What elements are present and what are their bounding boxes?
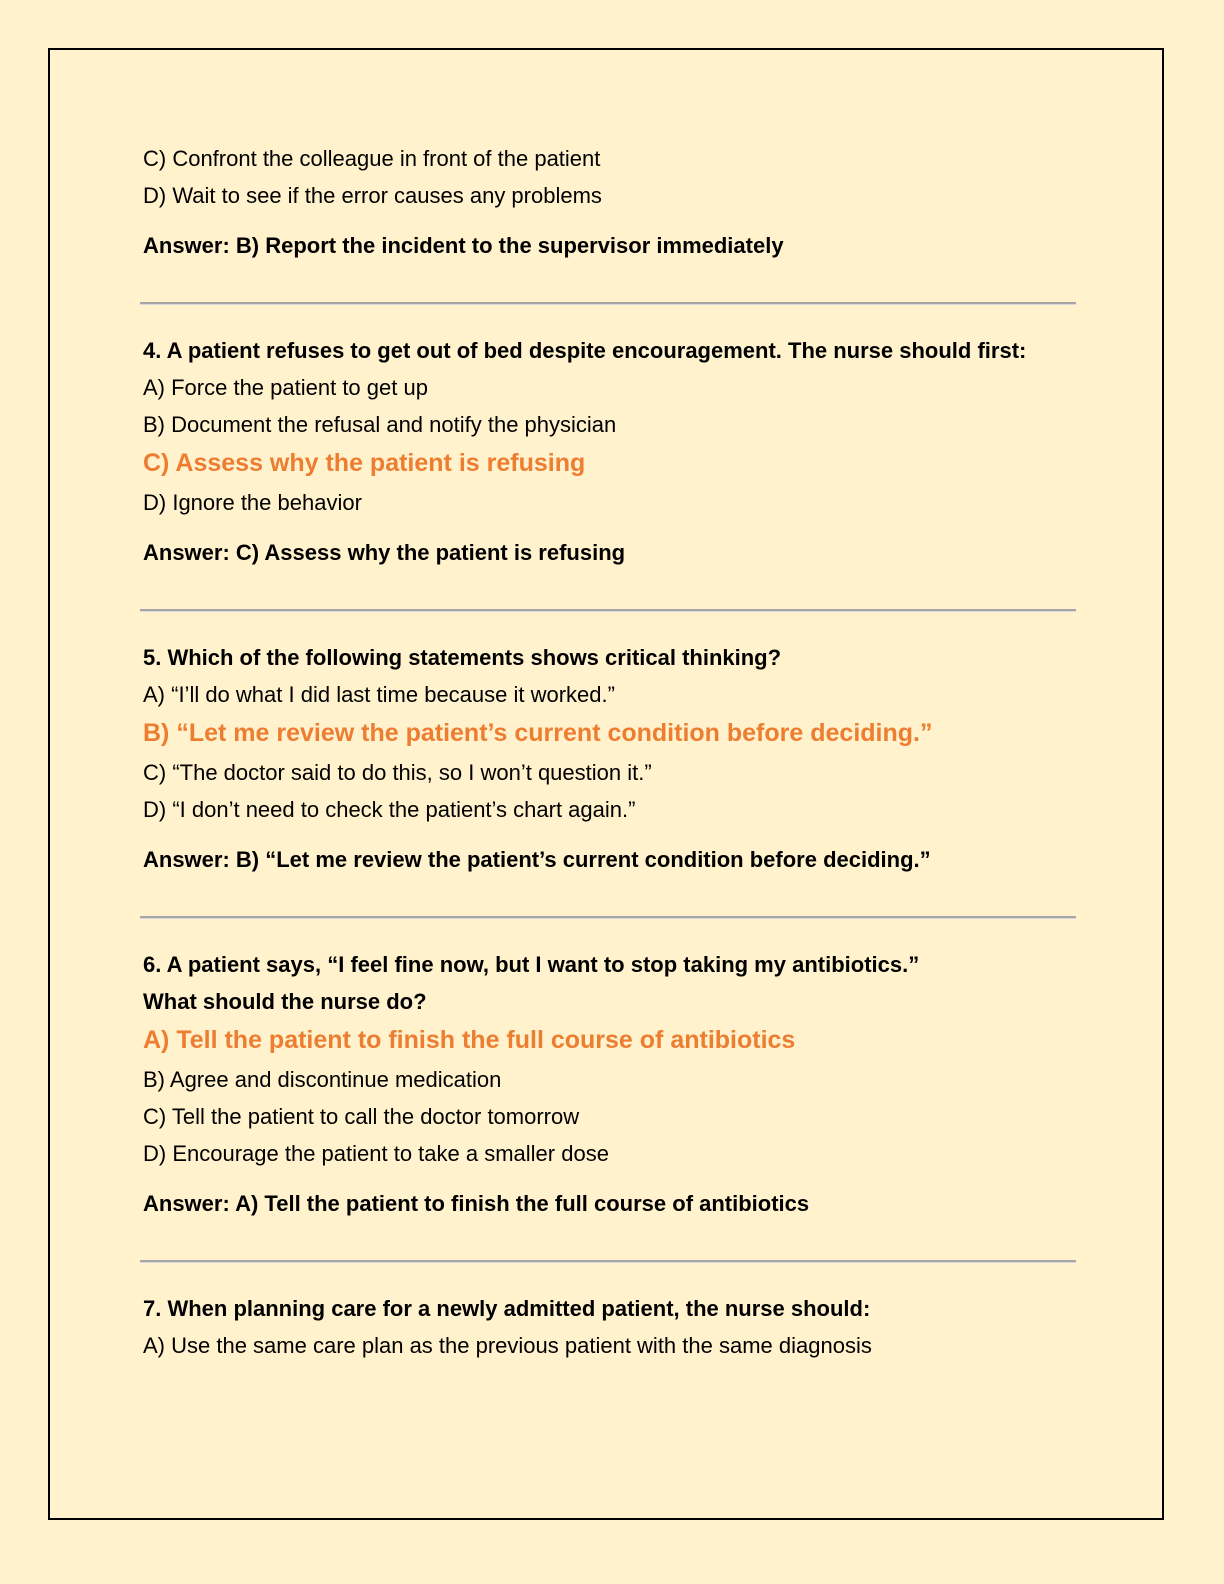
option-a-correct: A) Tell the patient to finish the full course of antibiotics (143, 1026, 796, 1054)
option-c-correct: C) Assess why the patient is refusing (143, 449, 586, 477)
answer-text: Answer: B) “Let me review the patient’s current condition before deciding.” (143, 847, 931, 872)
separator (140, 302, 1076, 304)
option-a: A) Force the patient to get up (143, 375, 428, 400)
separator (140, 609, 1076, 611)
option-b: B) Document the refusal and notify the physician (143, 412, 617, 437)
option-a: A) Use the same care plan as the previous patient with the same diagnosis (143, 1333, 872, 1358)
option-d: D) “I don’t need to check the patient’s chart again.” (143, 797, 636, 822)
option-a: A) “I’ll do what I did last time because it worked.” (143, 682, 615, 707)
separator (140, 1260, 1076, 1262)
question-5 (143, 639, 1073, 878)
quiz-content (143, 140, 1073, 1364)
question-text: 4. A patient refuses to get out of bed despite encouragement. The nurse should first: (143, 338, 1027, 363)
option-c: C) Confront the colleague in front of the patient (143, 146, 601, 171)
answer-text: Answer: C) Assess why the patient is refusing (143, 540, 626, 565)
question-7 (143, 1290, 1073, 1364)
option-b: B) Agree and discontinue medication (143, 1067, 502, 1092)
question-4 (143, 332, 1073, 571)
option-c: C) “The doctor said to do this, so I won’t question it.” (143, 760, 652, 785)
answer-text: Answer: A) Tell the patient to finish the full course of antibiotics (143, 1191, 810, 1216)
option-d: D) Wait to see if the error causes any problems (143, 183, 602, 208)
question-text-line-1: 6. A patient says, “I feel fine now, but I want to stop taking my antibiotics.” (143, 952, 920, 977)
question-3-continued (143, 140, 1073, 264)
question-text: 5. Which of the following statements shows critical thinking? (143, 645, 782, 670)
option-d: D) Encourage the patient to take a smaller dose (143, 1141, 609, 1166)
question-text-line-2: What should the nurse do? (143, 989, 427, 1014)
separator (140, 916, 1076, 918)
answer-text: Answer: B) Report the incident to the supervisor immediately (143, 233, 784, 258)
option-c: C) Tell the patient to call the doctor tomorrow (143, 1104, 580, 1129)
question-6 (143, 946, 1073, 1222)
option-b-correct: B) “Let me review the patient’s current condition before deciding.” (143, 719, 933, 747)
question-text: 7. When planning care for a newly admitted patient, the nurse should: (143, 1296, 871, 1321)
option-d: D) Ignore the behavior (143, 490, 362, 515)
